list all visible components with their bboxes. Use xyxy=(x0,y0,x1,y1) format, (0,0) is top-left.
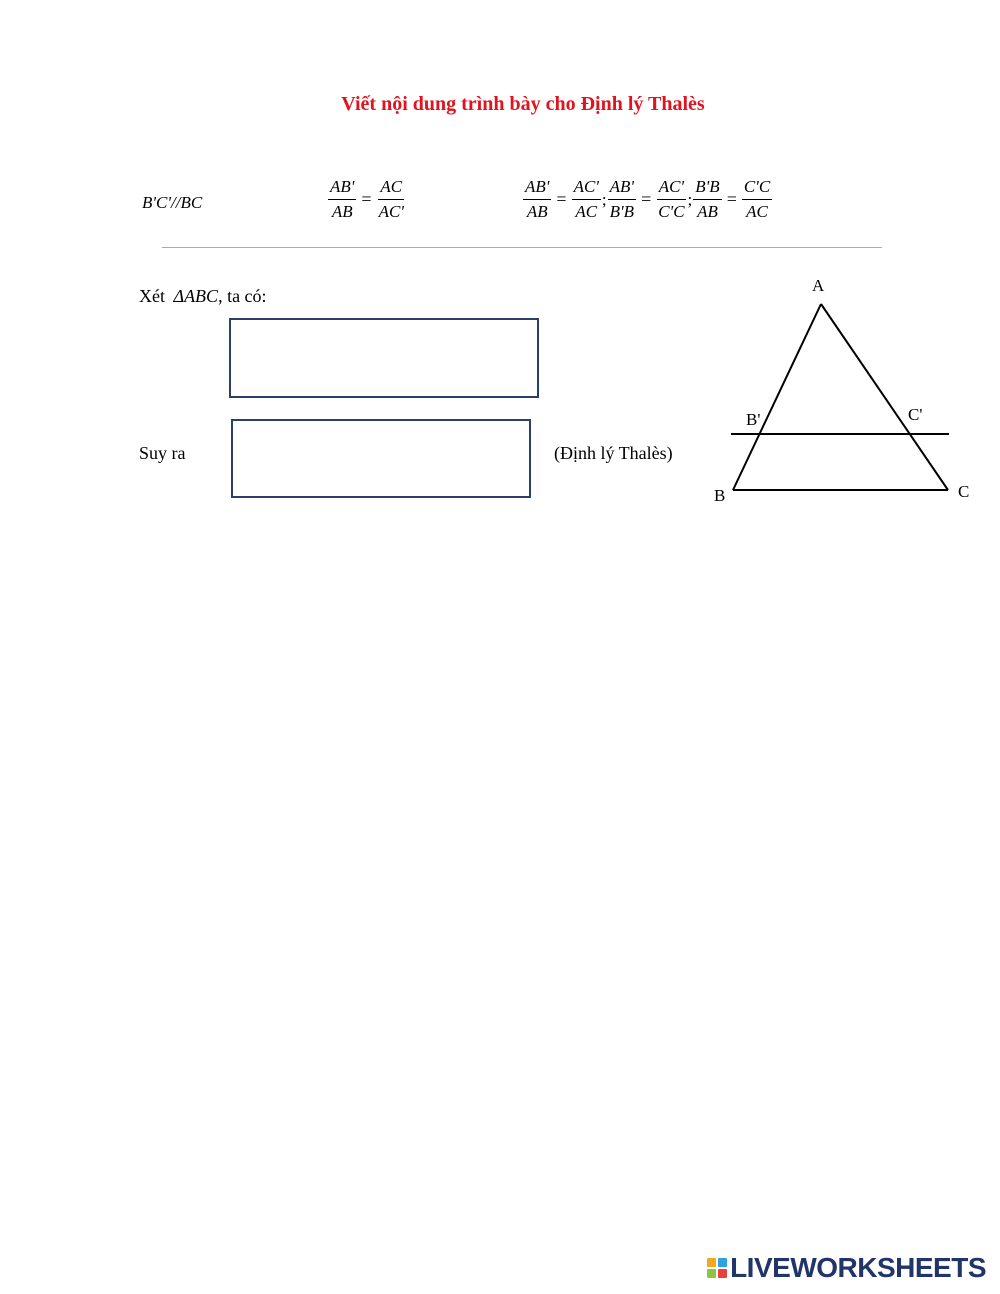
fraction: $\frac{B'B}{AB}$ xyxy=(695,177,720,221)
answer-box-2[interactable] xyxy=(231,419,531,498)
logo-text: LIVEWORKSHEETS xyxy=(730,1252,986,1283)
answer-box-1[interactable] xyxy=(229,318,539,398)
side-ac xyxy=(821,304,948,490)
fraction: $\frac{AC}{AC'}$ xyxy=(378,177,404,221)
suy-ra-label: Suy ra xyxy=(139,443,186,463)
given-statement: Xét ΔABC, ta có: xyxy=(139,286,267,306)
vertex-label-a: A xyxy=(812,276,825,295)
thales-triangle-figure xyxy=(700,270,990,510)
page-title: Viết nội dung trình bày cho Định lý Thalès xyxy=(341,93,705,115)
fraction: $\frac{AB'}{B'B}$ xyxy=(609,177,635,221)
parallel-formula: B'C'//BC xyxy=(142,193,203,212)
formula-eq2: $\frac{AB'}{AB}$ = $\frac{AC'}{AC}$ ; $\frac{AB'}{B'B}$ = $\frac{AC'}{C'C}$ ; $\frac{B'B}{AB}$ = $\frac{C'C}{AC}$ xyxy=(525,177,771,221)
vertex-label-c: C xyxy=(958,482,970,501)
liveworksheets-logo xyxy=(707,1253,986,1283)
fraction: $\frac{AB'}{AB}$ xyxy=(525,177,550,221)
fraction: $\frac{AB'}{AB}$ xyxy=(330,177,355,221)
theorem-note: (Định lý Thalès) xyxy=(554,443,673,463)
point-label-b-prime: B' xyxy=(746,410,761,429)
fraction: $\frac{AC'}{C'C}$ xyxy=(658,177,685,221)
fraction: $\frac{AC'}{AC}$ xyxy=(573,177,599,221)
divider xyxy=(162,247,882,248)
point-label-c-prime: C' xyxy=(908,405,923,424)
formula-eq1: $\frac{AB'}{AB}$ = $\frac{AC}{AC'}$ xyxy=(330,177,404,221)
logo-mark-icon xyxy=(707,1258,727,1278)
vertex-label-b: B xyxy=(714,486,726,505)
side-ab xyxy=(733,304,821,490)
fraction: $\frac{C'C}{AC}$ xyxy=(743,177,771,221)
triangle-notation: ΔABC xyxy=(173,286,219,306)
